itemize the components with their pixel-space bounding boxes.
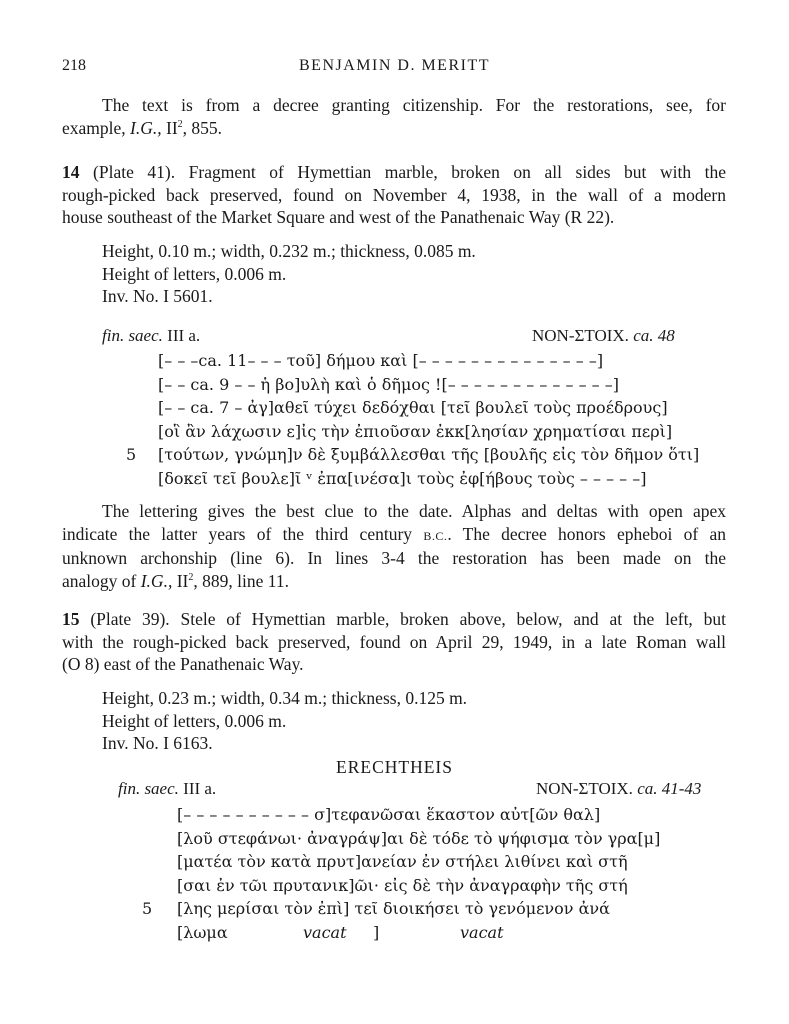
item14-commentary xyxy=(62,500,726,592)
item15-measurements xyxy=(102,687,467,755)
inscription-text: [λωμα xyxy=(177,922,228,942)
item14-measurements xyxy=(102,240,476,308)
commentary-text: analogy of xyxy=(62,570,137,591)
inventory-number: Inv. No. I 5601. xyxy=(102,286,213,306)
commentary-line xyxy=(62,523,726,548)
edition-superscript: 2 xyxy=(188,571,194,583)
item14-date xyxy=(102,326,200,346)
item15-date xyxy=(118,779,216,799)
date-italic: fin. saec. xyxy=(118,779,179,798)
page-number: 218 xyxy=(62,57,86,74)
item-number: 15 xyxy=(62,609,80,629)
item14-line xyxy=(62,161,726,184)
item14-description xyxy=(62,161,726,229)
inscription-line: [– – ca. 7 – ἀγ]αθεῖ τύχει δεδόχθαι [τεῖ βουλεῖ τοὺς προέδρους] xyxy=(158,398,668,417)
item14-line: rough-picked back preserved, found on November 4, 1938, in the wall of a modern xyxy=(62,184,726,205)
dimensions: Height, 0.23 m.; width, 0.34 m.; thickness, 0.125 m. xyxy=(102,688,468,708)
item-number: 14 xyxy=(62,162,80,182)
inscription-text: [τούτων, γνώμη]ν δὲ ξυμβάλλεσθαι τῆς [βουλῆς εἰς τὸν δῆμον ὅτι] xyxy=(158,445,700,464)
inscription-line-5 xyxy=(142,897,660,921)
inscription-line: [δοκεῖ τεῖ βουλε]ῖ ᵛ ἐπα[ινέσα]ι τοὺς ἐφ[ήβους τοὺς – – – – –] xyxy=(158,468,647,488)
intro-text: example, xyxy=(62,117,131,138)
vacat-mark: vacat xyxy=(303,922,347,942)
letter-height: Height of letters, 0.006 m. xyxy=(102,263,287,284)
bc-abbrev: B.C. xyxy=(423,528,448,543)
item15-description xyxy=(62,608,726,676)
inscription-line: [– – – – – – – – – – σ]τεφανῶσαι ἕκαστον αὐτ[ῶν θαλ] xyxy=(177,805,601,824)
line-number: 5 xyxy=(126,445,137,464)
commentary-line: The lettering gives the best clue to the date. Alphas and deltas with open apex xyxy=(102,501,726,521)
ig-reference: I.G., xyxy=(140,570,173,591)
ig-reference: I.G., xyxy=(130,117,162,138)
inscription-line: [σαι ἐν τῶι πρυτανικ]ῶι· εἰς δὲ τὴν ἀναγραφὴν τῆς στή xyxy=(177,875,628,895)
commentary-text: II xyxy=(172,570,189,591)
edition-superscript: 2 xyxy=(177,118,183,130)
commentary-line xyxy=(62,570,726,593)
item14-text: (Plate 41). Fragment of Hymettian marble, broken on all sides but with the xyxy=(79,162,726,182)
inventory-number: Inv. No. I 6163. xyxy=(102,733,213,753)
stoich-label: NON-ΣΤΟΙΧ. xyxy=(536,779,633,798)
inscription-line-5 xyxy=(126,443,700,467)
stoich-count: ca. 48 xyxy=(628,326,675,345)
item15-inscription xyxy=(142,803,661,944)
commentary-text: . The decree honors epheboi of an xyxy=(447,523,727,544)
item15-stoich xyxy=(536,779,701,799)
inscription-line: [– – ca. 9 – – ἡ βο]υλὴ καὶ ὁ δῆμος ![– – – – – – – – – – – – –] xyxy=(158,374,619,394)
date-text: III a. xyxy=(178,779,217,798)
item15-line: with the rough-picked back preserved, found on April 29, 1949, in a late Roman wall xyxy=(62,631,726,652)
item15-line: (O 8) east of the Panathenaic Way. xyxy=(62,654,304,674)
item14-stoich xyxy=(532,326,675,346)
item15-line xyxy=(62,608,726,631)
intro-line: The text is from a decree granting citizenship. For the restorations, see, for xyxy=(102,95,726,115)
dimensions: Height, 0.10 m.; width, 0.232 m.; thickness, 0.085 m. xyxy=(102,241,476,261)
bracket-close: ] xyxy=(373,922,380,942)
commentary-text: indicate the latter years of the third century xyxy=(62,523,413,544)
tribe-heading: ERECHTHEIS xyxy=(336,757,453,777)
inscription-line: [ματέα τὸν κατὰ πρυτ]ανείαν ἐν στήλει λιθίνει καὶ στῆ xyxy=(177,852,628,871)
item14-inscription xyxy=(126,349,700,490)
running-title: BENJAMIN D. MERITT xyxy=(299,57,490,74)
line-number: 5 xyxy=(142,899,153,918)
vacat-mark: vacat xyxy=(460,922,504,942)
inscription-line: [– – –ca. 11– – – τοῦ] δήμου καὶ [– – – – – – – – – – – – – –] xyxy=(158,351,604,370)
commentary-text: , 889, line 11. xyxy=(193,570,289,591)
inscription-text: [λης μερίσαι τὸν ἐπὶ] τεῖ διοικήσει τὸ γενόμενον ἀνά xyxy=(177,899,610,918)
item14-line: house southeast of the Market Square and west of the Panathenaic Way (R 22). xyxy=(62,207,615,227)
letter-height: Height of letters, 0.006 m. xyxy=(102,710,287,731)
intro-text: II xyxy=(161,117,178,138)
inscription-line-last xyxy=(177,921,660,945)
item15-text: (Plate 39). Stele of Hymettian marble, broken above, below, and at the left, but xyxy=(79,609,726,629)
intro-text: , 855. xyxy=(182,117,223,138)
inscription-line: [λοῦ στεφάνωι· ἀναγράψ]αι δὲ τόδε τὸ ψήφισμα τὸν γρα[μ] xyxy=(177,828,661,848)
inscription-line: [οἳ ἂν λάχωσιν ε]ἰς τὴν ἐπιοῦσαν ἐκκ[λησίαν χρηματίσαι περὶ] xyxy=(158,421,673,441)
stoich-count: ca. 41-43 xyxy=(632,779,702,798)
intro-line xyxy=(62,117,726,140)
commentary-line: unknown archonship (line 6). In lines 3-4 the restoration has been made on the xyxy=(62,548,726,568)
stoich-label: NON-ΣΤΟΙΧ. xyxy=(532,326,629,345)
intro-paragraph xyxy=(62,94,726,139)
date-italic: fin. saec. xyxy=(102,326,163,345)
date-text: III a. xyxy=(162,326,201,345)
